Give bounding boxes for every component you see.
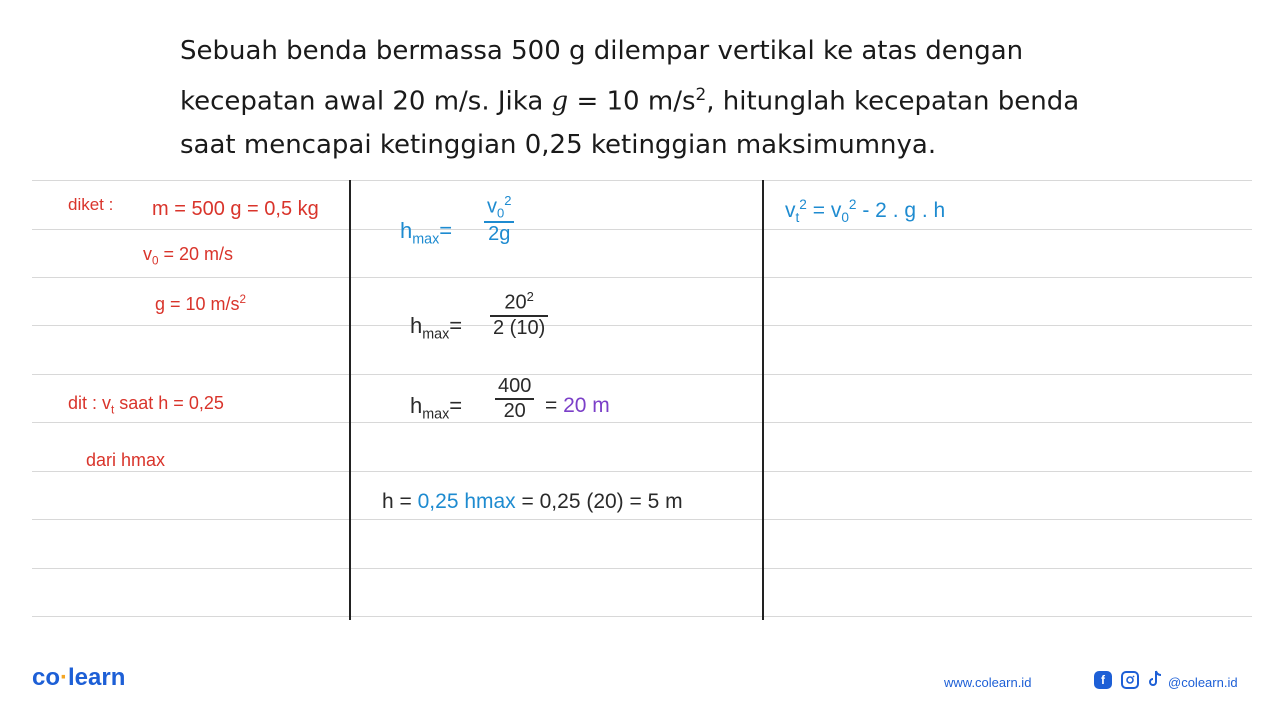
- ruled-line: [32, 374, 1252, 375]
- ruled-line: [32, 180, 1252, 181]
- problem-line-3: saat mencapai ketinggian 0,25 ketinggian maksimumnya.: [180, 129, 937, 160]
- ruled-line: [32, 471, 1252, 472]
- fraction-20sq-over-2x10: $20^2$ 2 (10): [490, 289, 548, 340]
- hmax-label-2: $h_{max}=$: [410, 313, 463, 343]
- hmax-label-1: $h_{max}=$: [400, 218, 453, 248]
- fraction-400-over-20: 400 20: [495, 375, 534, 423]
- column-divider-2: [762, 180, 764, 620]
- ruled-line: [32, 519, 1252, 520]
- hmax-label-3: $h_{max}=$: [410, 393, 463, 423]
- mass-line: m = 500 g = 0,5 kg: [152, 198, 319, 220]
- dit-line: dit : $v_t$ saat h = 0,25: [68, 393, 224, 417]
- colearn-logo: co·learn: [32, 664, 126, 691]
- column-divider-1: [349, 180, 351, 620]
- social-handle[interactable]: @colearn.id: [1168, 675, 1238, 690]
- ruled-line: [32, 616, 1252, 617]
- problem-line-2: kecepatan awal 20 m/s. Jika g = 10 $m/s^2$, hitunglah kecepatan benda: [180, 84, 1080, 117]
- velocity-equation: $v_t^2 = v_0^2 - 2$ . g . h: [785, 197, 946, 226]
- v0-line: $v_0 = 20$ m/s: [143, 244, 234, 268]
- instagram-icon[interactable]: [1121, 671, 1139, 689]
- facebook-icon[interactable]: f: [1094, 671, 1112, 689]
- tiktok-icon[interactable]: [1147, 669, 1163, 689]
- hmax-result: = 20 m: [545, 394, 610, 417]
- height-line: h = 0,25 hmax = 0,25 (20) = 5 m: [382, 490, 683, 513]
- problem-line-1: Sebuah benda bermassa 500 g dilempar vertikal ke atas dengan: [180, 36, 1024, 66]
- ruled-line: [32, 422, 1252, 423]
- website-link[interactable]: www.colearn.id: [944, 675, 1032, 690]
- problem-statement: [180, 30, 1110, 167]
- fraction-v0-sq-over-2g: $v_0^2$ 2g: [484, 193, 514, 246]
- ruled-line: [32, 277, 1252, 278]
- ruled-line: [32, 325, 1252, 326]
- ruled-line: [32, 229, 1252, 230]
- dari-hmax-line: dari hmax: [86, 450, 166, 470]
- diket-label: diket :: [68, 195, 114, 214]
- gravity-line: g = 10 $m/s^2$: [155, 293, 247, 314]
- ruled-line: [32, 568, 1252, 569]
